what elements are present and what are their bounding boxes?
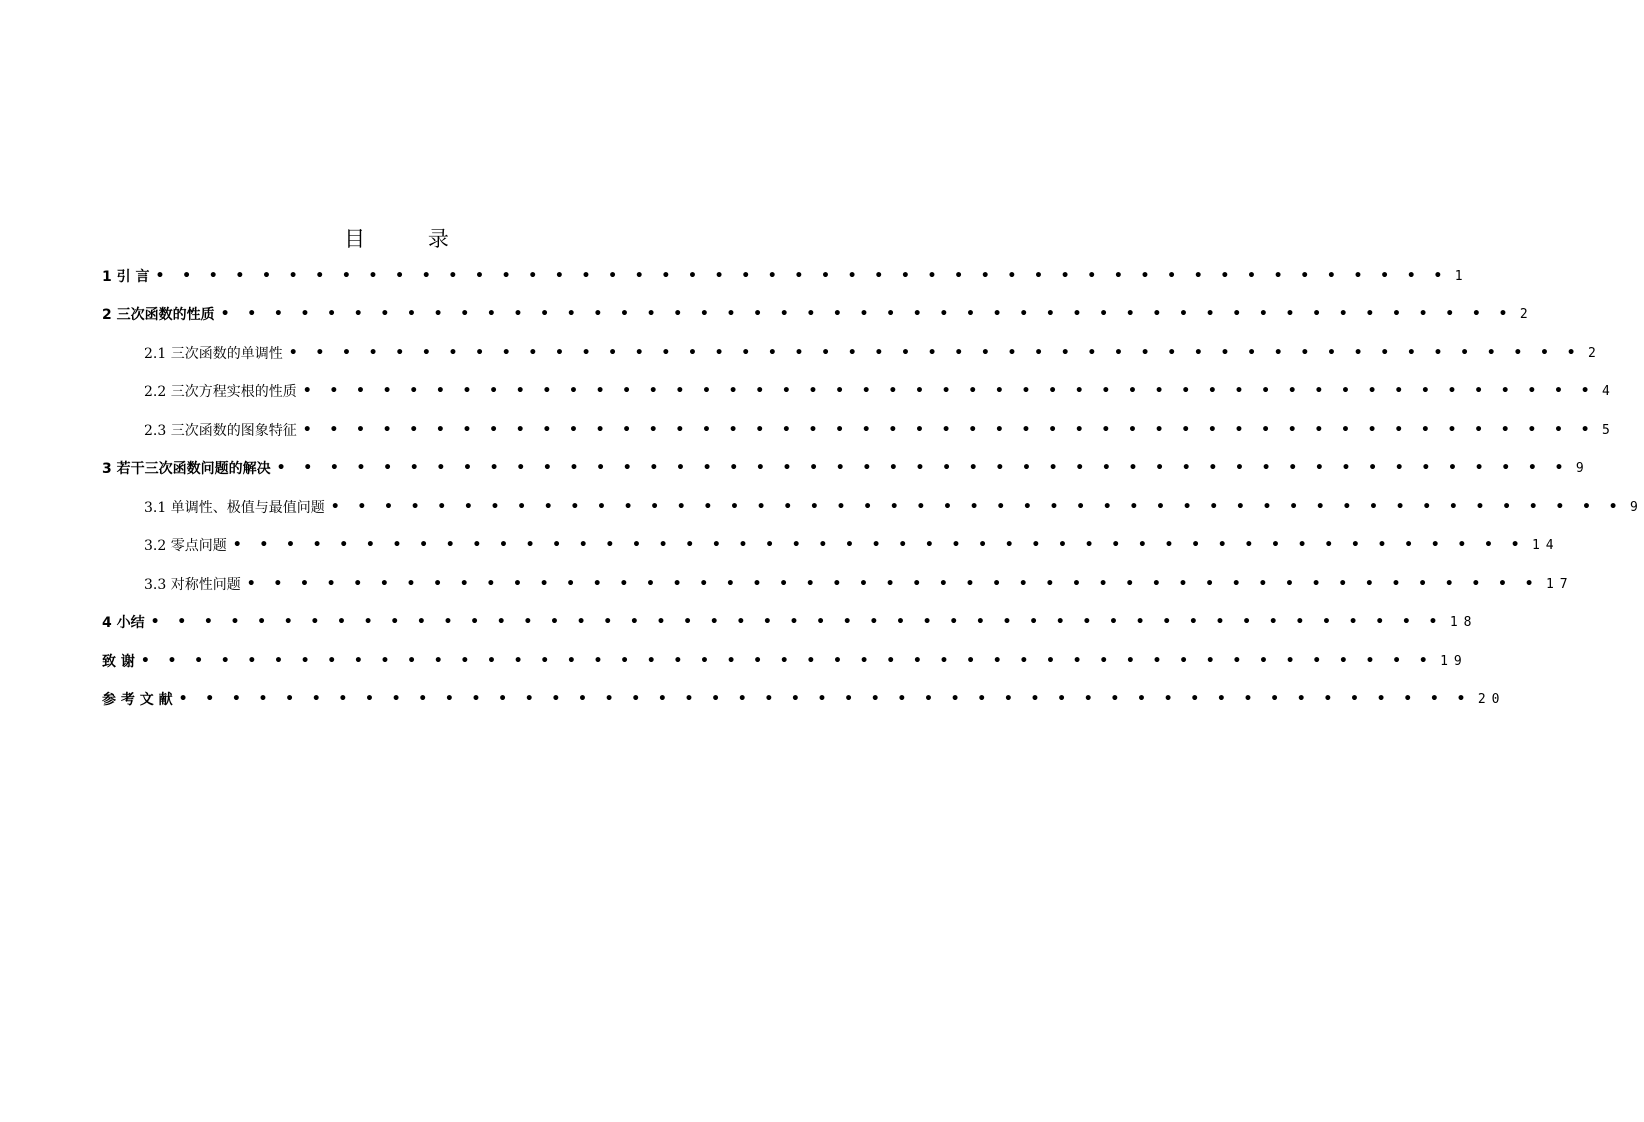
toc-entry-label: 参 考 文 献	[102, 692, 173, 708]
toc-page-number: 20	[1477, 691, 1506, 707]
toc-leader-dots: • • • • • • • • • • • • • • • • • • • • • • • • • • • • • • • • • • • • • • • • • • • • • • • • •	[330, 499, 1624, 515]
toc-entry-section-2-3[interactable]	[144, 411, 1616, 449]
toc-page-number: 9	[1629, 499, 1644, 515]
toc-entry-label: 2 三次函数的性质	[102, 307, 215, 323]
toc-leader-dots: • • • • • • • • • • • • • • • • • • • • • • • • • • • • • • • • • • • • • • • • • • • • • • • • •	[178, 691, 1472, 707]
toc-entry-label: 4 小结	[102, 615, 145, 631]
toc-entry-acknowledgements[interactable]	[102, 642, 1468, 680]
toc-title: 目 录	[344, 227, 477, 251]
toc-leader-dots: • • • • • • • • • • • • • • • • • • • • • • • • • • • • • • • • • • • • • • • • • • • • • • • • •	[232, 537, 1526, 553]
toc-entry-section-3-2[interactable]	[144, 526, 1560, 564]
toc-leader-dots: • • • • • • • • • • • • • • • • • • • • • • • • • • • • • • • • • • • • • • • • • • • • • • • • •	[276, 460, 1570, 476]
toc-leader-dots: • • • • • • • • • • • • • • • • • • • • • • • • • • • • • • • • • • • • • • • • • • • • • • • • •	[302, 422, 1596, 438]
toc-page-number: 2	[1587, 345, 1602, 361]
toc-page-number: 18	[1449, 614, 1478, 630]
toc-page-number: 9	[1575, 460, 1590, 476]
toc-entry-label: 2.2 三次方程实根的性质	[144, 384, 297, 400]
toc-entry-section-3-1[interactable]	[144, 488, 1644, 526]
toc-entry-introduction[interactable]	[102, 257, 1469, 295]
toc-entry-section-4[interactable]	[102, 603, 1478, 641]
toc-leader-dots: • • • • • • • • • • • • • • • • • • • • • • • • • • • • • • • • • • • • • • • • • • • • • • • • •	[302, 383, 1596, 399]
toc-entry-references[interactable]	[102, 680, 1506, 718]
toc-leader-dots: • • • • • • • • • • • • • • • • • • • • • • • • • • • • • • • • • • • • • • • • • • • • • • • • •	[288, 345, 1582, 361]
toc-entry-section-2[interactable]	[102, 295, 1534, 333]
toc-leader-dots: • • • • • • • • • • • • • • • • • • • • • • • • • • • • • • • • • • • • • • • • • • • • • • • • •	[220, 306, 1514, 322]
toc-leader-dots: • • • • • • • • • • • • • • • • • • • • • • • • • • • • • • • • • • • • • • • • • • • • • • • • •	[140, 653, 1435, 669]
toc-leader-dots: • • • • • • • • • • • • • • • • • • • • • • • • • • • • • • • • • • • • • • • • • • • • • • • • •	[246, 576, 1540, 592]
toc-page-number: 1	[1454, 268, 1469, 284]
toc-entry-section-2-2[interactable]	[144, 372, 1616, 410]
toc-entry-label: 2.1 三次函数的单调性	[144, 346, 283, 362]
toc-entry-section-2-1[interactable]	[144, 334, 1602, 372]
toc-page-number: 2	[1519, 306, 1534, 322]
toc-entry-label: 3 若干三次函数问题的解决	[102, 461, 271, 477]
toc-entry-label: 3.1 单调性、极值与最值问题	[144, 500, 325, 516]
toc-entry-label: 2.3 三次函数的图象特征	[144, 423, 297, 439]
toc-entry-section-3[interactable]	[102, 449, 1590, 487]
toc-entry-section-3-3[interactable]	[144, 565, 1574, 603]
toc-entry-label: 3.2 零点问题	[144, 538, 227, 554]
toc-entry-label: 1 引 言	[102, 269, 150, 285]
toc-page-number: 19	[1440, 653, 1468, 669]
toc-leader-dots: • • • • • • • • • • • • • • • • • • • • • • • • • • • • • • • • • • • • • • • • • • • • • • • • •	[155, 268, 1449, 284]
toc-page-number: 14	[1531, 537, 1560, 553]
toc-entry-label: 致 谢	[102, 654, 135, 670]
toc-page-number: 5	[1601, 422, 1616, 438]
toc-page-number: 4	[1601, 383, 1616, 399]
toc-entry-label: 3.3 对称性问题	[144, 577, 241, 593]
toc-leader-dots: • • • • • • • • • • • • • • • • • • • • • • • • • • • • • • • • • • • • • • • • • • • • • • • • •	[150, 614, 1444, 630]
toc-page-number: 17	[1545, 576, 1574, 592]
